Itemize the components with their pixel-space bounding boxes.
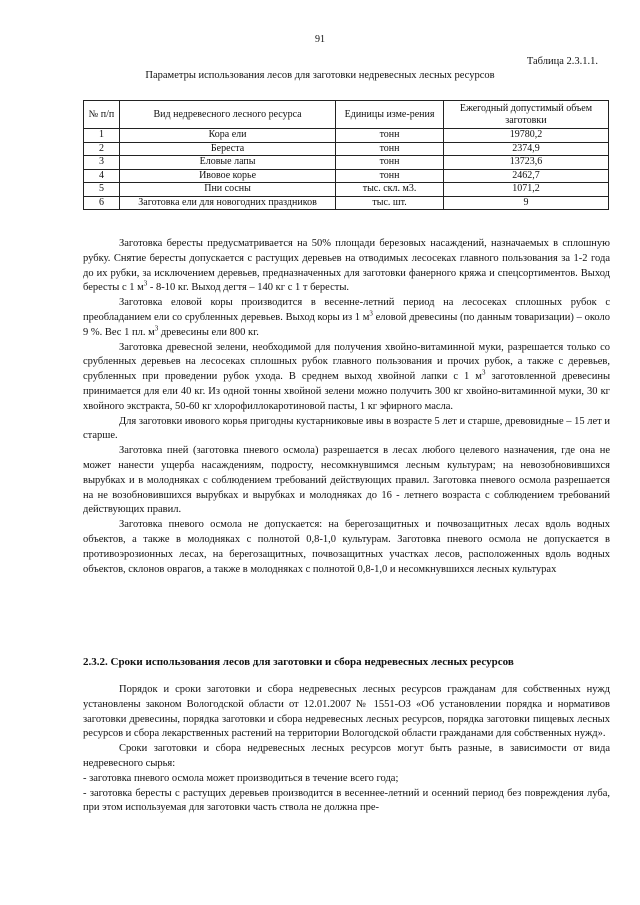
cell-number: 4: [84, 169, 120, 183]
cell-volume: 2462,7: [443, 169, 608, 183]
cell-resource: Кора ели: [119, 129, 335, 143]
table-row: [84, 142, 609, 156]
cell-units: тыс. скл. м3.: [336, 183, 444, 197]
header-annual-volume: Ежегодный допустимый объем заготовки: [443, 101, 608, 129]
paragraph-birch-bark: Заготовка бересты предусматривается на 50% площади березовых насаждений, назначаемых в сплошную рубку. Снятие бересты допускается с растущих деревьев на отводимых лесосеках главного пользования за 1-2 года до их рубки, за исключением деревьев, предназначенных для заготовки фанерного кряжа и спецсортиментов. Выход бересты с 1 $м^3 - 8-10$ кг. Выход дегтя – 140 кг с 1 т бересты.: [83, 238, 610, 294]
cell-volume: 19780,2: [443, 129, 608, 143]
parameters-table: [83, 100, 609, 210]
list-item: - заготовка пневого осмола может производиться в течение всего года;: [83, 772, 399, 784]
header-units: Единицы изме-рения: [336, 101, 444, 129]
table-row: [84, 169, 609, 183]
cell-number: 2: [84, 142, 120, 156]
body-text-block-1: [83, 237, 610, 577]
cell-units: тонн: [336, 129, 444, 143]
section-heading: 2.3.2. Сроки использования лесов для заготовки и сбора недревесных лесных ресурсов: [83, 656, 514, 668]
list-item: - заготовка бересты с растущих деревьев производится в весеннее-летний и осенний период без повреждения луба, при этом используемая для заготовки часть ствола не должна пре-: [83, 787, 610, 814]
table-row: [84, 196, 609, 210]
paragraph-spruce-bark: Заготовка еловой коры производится в весенне-летний период на лесосеках сплошных рубок с преобладанием ели со срубленных деревьев. Выход коры из 1 $м^3$ еловой древесины (по данным товаризации) – около 9 %. Вес 1 пл. $м^3$ древесины ели 800 кг.: [83, 297, 611, 338]
paragraph-terms: Сроки заготовки и сбора недревесных лесных ресурсов могут быть разные, в зависимости от вида недревесного сырья:: [83, 743, 610, 769]
cell-resource: Пни сосны: [119, 183, 335, 197]
table-title: Параметры использования лесов для заготовки недревесных лесных ресурсов: [145, 70, 495, 81]
cell-volume: 9: [443, 196, 608, 210]
cell-number: 5: [84, 183, 120, 197]
paragraph-procedure: Порядок и сроки заготовки и сбора недревесных лесных ресурсов гражданам для собственных нужд установлены законом Вологодской области от 12.01.2007 № 1551-ОЗ «Об установлении порядка и нормативов заготовки древесины, порядка заготовки и сбора недревесных лесных ресурсов, порядка заготовки пищевых лесных ресурсов и сбора лекарственных растений на территории Вологодской области гражданами для собственных нужд».: [83, 684, 610, 740]
paragraph-willow-bark: Для заготовки ивового корья пригодны кустарниковые ивы в возрасте 5 лет и старше, древовидные – 15 лет и старше.: [83, 415, 610, 442]
cell-number: 1: [84, 129, 120, 143]
cell-resource: Ивовое корье: [119, 169, 335, 183]
cell-units: тонн: [336, 156, 444, 170]
cell-units: тонн: [336, 142, 444, 156]
paragraph-stumps-prohibited: Заготовка пневого осмола не допускается: на берегозащитных и почвозащитных лесах вдоль водных объектов, а также в молодняках с полнотой 0,8-1,0 культурам. Заготовка пневого осмола не допускается в противоэрозионных лесах, на берегозащитных, почвозащитных участках лесов, расположенных вдоль водных объектов, склонов оврагов, а также в молодняках с полнотой 0,8-1,0 и несомкнувшихся лесных культурах: [83, 519, 610, 575]
cell-resource: Еловые лапы: [119, 156, 335, 170]
header-number: № п/п: [84, 101, 120, 129]
header-resource-type: Вид недревесного лесного ресурса: [119, 101, 335, 129]
page-number: 91: [315, 34, 325, 45]
table-label: Таблица 2.3.1.1.: [526, 56, 598, 67]
cell-number: 6: [84, 196, 120, 210]
table-row: [84, 156, 609, 170]
cell-volume: 2374,9: [443, 142, 608, 156]
cell-number: 3: [84, 156, 120, 170]
cell-volume: 13723,6: [443, 156, 608, 170]
cell-units: тонн: [336, 169, 444, 183]
body-text-block-2: [83, 683, 610, 816]
cell-volume: 1071,2: [443, 183, 608, 197]
cell-resource: Заготовка ели для новогодних праздников: [119, 196, 335, 210]
cell-units: тыс. шт.: [336, 196, 444, 210]
paragraph-greenery: Заготовка древесной зелени, необходимой для получения хвойно-витаминной муки, разрешается только со срубленных деревьев на лесосеках сплошных рубок главного пользования и прочих рубок, а также с деревьев, срубленных при проведении рубок ухода. В среднем выход хвойной лапки с 1 $м^3$ заготовленной древесины принимается для ели 40 кг. Из одной тонны хвойной зелени можно получить 300 кг хвойно-витаминной муки, 30 кг хвойного экстракта, 50-60 кг хлорофиллокаротиновой пасты, 1 кг эфирного масла.: [83, 341, 610, 412]
table-row: [84, 183, 609, 197]
paragraph-stumps-allowed: Заготовка пней (заготовка пневого осмола) разрешается в лесах любого целевого назначения, где она не может нанести ущерба насаждениям, подросту, несомкнувшимся лесным культурам; на невозобновившихся вырубках и в молодняках с соблюдением требований действующих правил. Заготовка пневого осмола разрешается на не возобновившихся вырубках и вырубках и молодняках до 16 - летнего возраста с соблюдением требований действующих правил.: [83, 445, 610, 516]
table-row: [84, 129, 609, 143]
table-header-row: [84, 101, 609, 129]
cell-resource: Береста: [119, 142, 335, 156]
